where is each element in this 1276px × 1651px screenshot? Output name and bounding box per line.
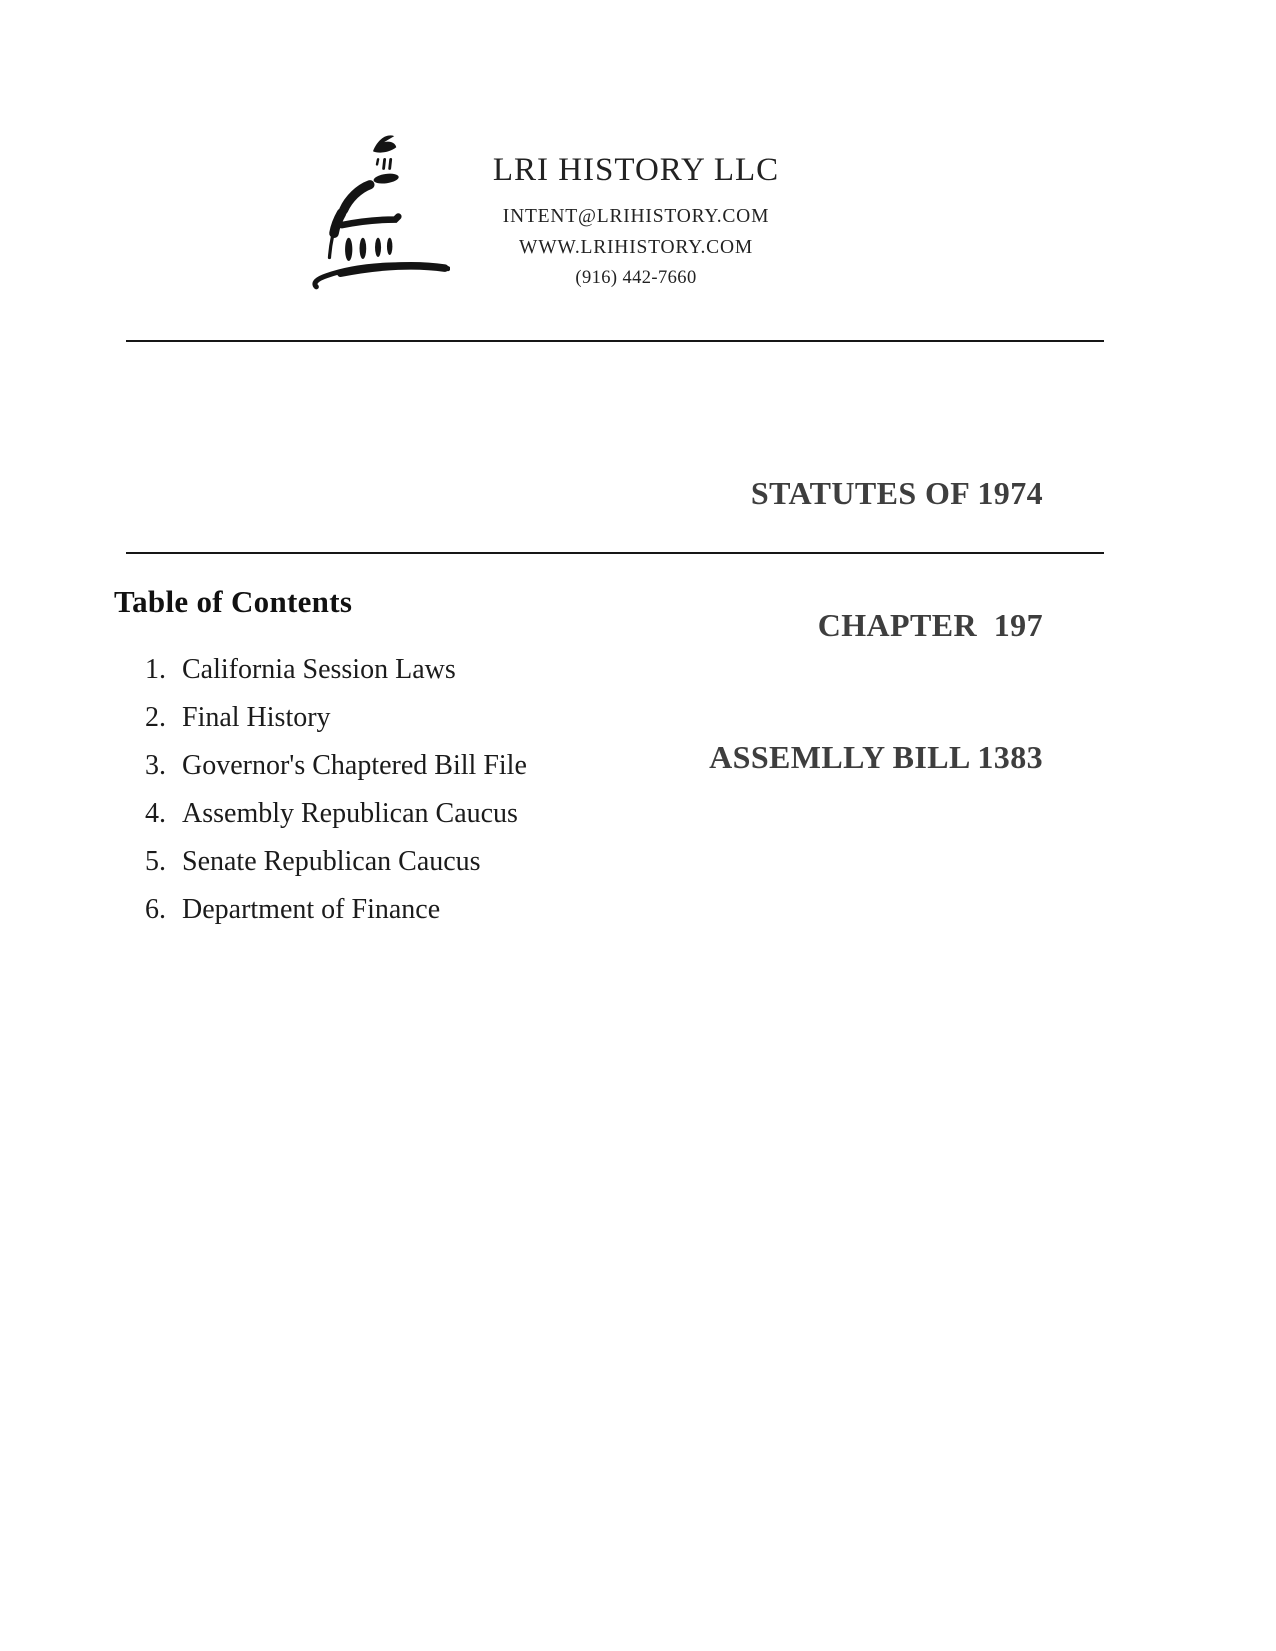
assembly-bill-line: ASSEMLLY BILL 1383 xyxy=(709,739,1043,775)
toc-item-label: Governor's Chaptered Bill File xyxy=(182,750,527,781)
toc-item-label: Final History xyxy=(182,702,331,733)
company-name: LRI HISTORY LLC xyxy=(492,152,780,188)
website-url: WWW.LRIHISTORY.COM xyxy=(519,237,753,258)
phone-number: (916) 442-7660 xyxy=(575,268,697,288)
divider-line-top xyxy=(126,340,1104,342)
toc-item-number: 6. xyxy=(145,894,166,925)
toc-item xyxy=(145,751,527,780)
email-address: INTENT@LRIHISTORY.COM xyxy=(502,206,770,227)
toc-item-label: California Session Laws xyxy=(182,654,456,685)
toc-item xyxy=(145,895,527,924)
toc-item-number: 1. xyxy=(145,654,166,685)
toc-list xyxy=(145,655,527,943)
toc-item xyxy=(145,655,527,684)
statute-citation-block xyxy=(709,383,1043,867)
toc-item-label: Assembly Republican Caucus xyxy=(182,798,518,829)
toc-item xyxy=(145,703,527,732)
toc-item-number: 5. xyxy=(145,846,166,877)
toc-item-number: 4. xyxy=(145,798,166,829)
capitol-dome-logo xyxy=(298,128,450,300)
toc-item-label: Department of Finance xyxy=(182,894,441,925)
toc-item xyxy=(145,847,527,876)
chapter-line: CHAPTER 197 xyxy=(817,607,1043,643)
toc-item xyxy=(145,799,527,828)
toc-item-number: 3. xyxy=(145,750,166,781)
statutes-year-line: STATUTES OF 1974 xyxy=(750,475,1043,511)
toc-heading: Table of Contents xyxy=(114,584,353,619)
toc-item-label: Senate Republican Caucus xyxy=(182,846,481,877)
toc-item-number: 2. xyxy=(145,702,166,733)
capitol-dome-icon xyxy=(298,128,450,300)
divider-line-middle xyxy=(126,552,1104,554)
letterhead xyxy=(436,149,836,294)
